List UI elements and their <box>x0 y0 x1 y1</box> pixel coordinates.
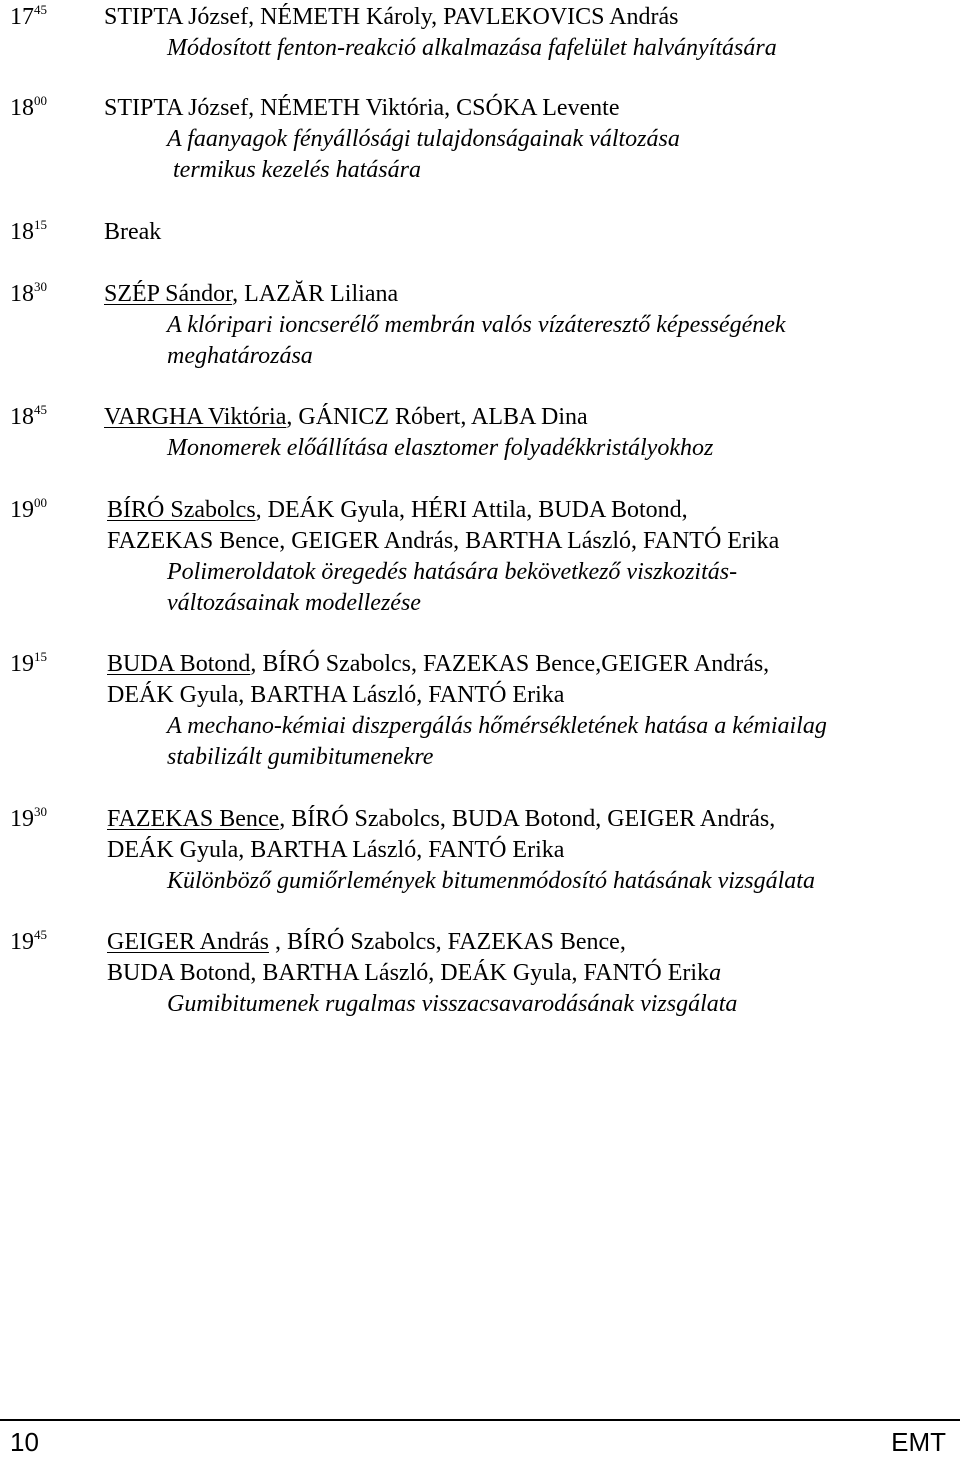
talk-title-cont: termikus kezelés hatására <box>173 157 421 183</box>
talk-title: A klóripari ioncserélő membrán valós vízáteresztő képességének <box>167 312 786 338</box>
authors: SZÉP Sándor, LAZĂR Liliana <box>104 281 399 307</box>
session-time: $18^{15}$ <box>10 217 47 245</box>
authors: BÍRÓ Szabolcs, DEÁK Gyula, HÉRI Attila, BUDA Botond, <box>107 497 688 523</box>
session-time: $19^{15}$ <box>10 649 47 677</box>
presenting-author: FAZEKAS Bence <box>107 806 280 832</box>
talk-title-cont: meghatározása <box>167 343 313 369</box>
authors-cont: FAZEKAS Bence, GEIGER András, BARTHA László, FANTÓ Erika <box>107 528 780 554</box>
talk-title-cont: stabilizált gumibitumenekre <box>167 744 434 770</box>
break-label: Break <box>104 219 162 245</box>
presenting-author: BUDA Botond <box>107 651 251 677</box>
session-time: $17^{45}$ <box>10 2 47 30</box>
presenting-author: GEIGER András <box>107 929 269 955</box>
authors: BUDA Botond, BÍRÓ Szabolcs, FAZEKAS Bence,GEIGER András, <box>107 651 770 677</box>
presenting-author: VARGHA Viktória <box>104 404 287 430</box>
talk-title-cont: változásainak modellezése <box>167 590 421 616</box>
page-number: 10 <box>10 1427 39 1457</box>
session-time: $19^{45}$ <box>10 927 47 955</box>
authors: FAZEKAS Bence, BÍRÓ Szabolcs, BUDA Botond, GEIGER András, <box>107 806 776 832</box>
session-time: $19^{30}$ <box>10 804 47 832</box>
talk-title: A faanyagok fényállósági tulajdonságainak változása <box>167 126 680 152</box>
footer-organization: EMT <box>891 1427 946 1457</box>
authors: VARGHA Viktória, GÁNICZ Róbert, ALBA Dina <box>104 404 588 430</box>
presenting-author: BÍRÓ Szabolcs <box>107 497 256 523</box>
talk-title: Különböző gumiőrlemények bitumenmódosító hatásának vizsgálata <box>167 868 815 894</box>
authors-cont: BUDA Botond, BARTHA László, DEÁK Gyula, FANTÓ Erika <box>107 960 722 986</box>
authors: GEIGER András , BÍRÓ Szabolcs, FAZEKAS Bence, <box>107 929 626 955</box>
session-time: $18^{00}$ <box>10 93 47 121</box>
authors: STIPTA József, NÉMETH Viktória, CSÓKA Levente <box>104 95 620 121</box>
presenting-author: SZÉP Sándor <box>104 281 233 307</box>
talk-title: Gumibitumenek rugalmas visszacsavarodásának vizsgálata <box>167 991 738 1017</box>
authors: STIPTA József, NÉMETH Károly, PAVLEKOVICS András <box>104 4 679 30</box>
session-time: $19^{00}$ <box>10 495 47 523</box>
talk-title: Monomerek előállítása elasztomer folyadékkristályokhoz <box>167 435 714 461</box>
talk-title: Módosított fenton-reakció alkalmazása fafelület halványítására <box>167 35 777 61</box>
authors-cont: DEÁK Gyula, BARTHA László, FANTÓ Erika <box>107 682 565 708</box>
session-time: $18^{30}$ <box>10 279 47 307</box>
authors-cont: DEÁK Gyula, BARTHA László, FANTÓ Erika <box>107 837 565 863</box>
talk-title: Polimeroldatok öregedés hatására bekövetkező viszkozitás- <box>167 559 738 585</box>
session-time: $18^{45}$ <box>10 402 47 430</box>
talk-title: A mechano-kémiai diszpergálás hőmérsékletének hatása a kémiailag <box>167 713 827 739</box>
footer-divider <box>0 1419 960 1421</box>
